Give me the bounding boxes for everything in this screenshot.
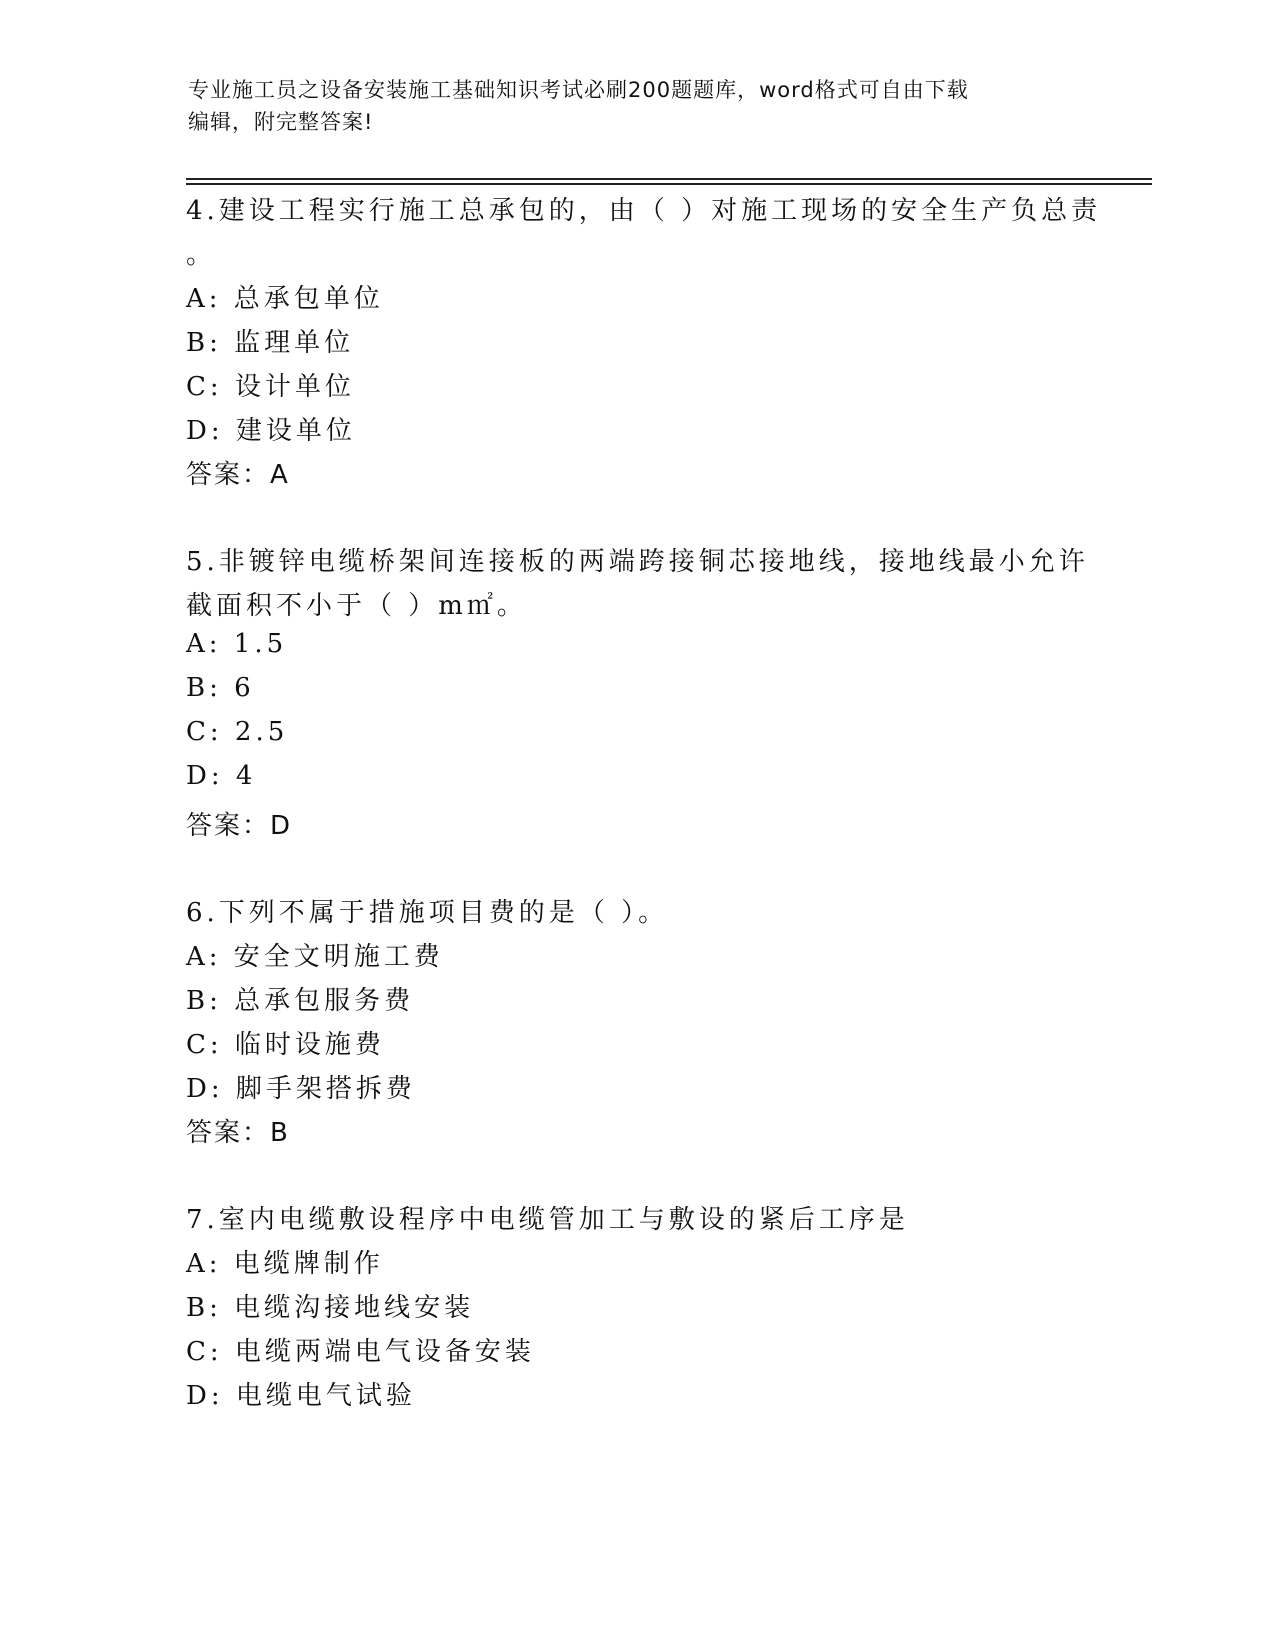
header-line-2: 编辑，附完整答案! [188, 110, 374, 134]
question-6-option-b: B: 总承包服务费 [186, 986, 415, 1016]
question-4-option-d: D: 建设单位 [186, 416, 356, 446]
question-6-text-line-1: 6.下列不属于措施项目费的是（ ）。 [186, 898, 669, 928]
header-line-1: 专业施工员之设备安装施工基础知识考试必刷200题题库，word格式可自由下载 [188, 78, 969, 102]
question-5-answer: 答案：D [186, 811, 293, 841]
question-5-option-b: B: 6 [186, 673, 255, 703]
question-4-text-line-1: 4.建设工程实行施工总承包的，由（ ）对施工现场的安全生产负总责 [186, 196, 1102, 226]
question-5-text-line-1: 5.非镀锌电缆桥架间连接板的两端跨接铜芯接地线，接地线最小允许 [186, 547, 1089, 577]
question-4-option-b: B: 监理单位 [186, 328, 355, 358]
question-7-text-line-1: 7.室内电缆敷设程序中电缆管加工与敷设的紧后工序是 [186, 1205, 909, 1235]
question-7-option-b: B: 电缆沟接地线安装 [186, 1293, 475, 1323]
document-header [188, 74, 1088, 138]
question-6-option-c: C: 临时设施费 [186, 1030, 385, 1060]
question-5-text-line-2: 截面积不小于（ ）m㎡。 [186, 591, 527, 621]
question-6-answer: 答案：B [186, 1118, 290, 1148]
question-5-option-a: A: 1.5 [186, 629, 288, 659]
question-6-option-d: D: 脚手架搭拆费 [186, 1074, 416, 1104]
question-4-option-c: C: 设计单位 [186, 372, 355, 402]
question-5-option-c: C: 2.5 [186, 717, 289, 747]
question-4-text-line-2: 。 [186, 240, 217, 270]
question-7-option-a: A: 电缆牌制作 [186, 1249, 384, 1279]
question-5-option-d: D: 4 [186, 761, 257, 791]
question-7-option-c: C: 电缆两端电气设备安装 [186, 1337, 535, 1367]
header-divider-top [186, 178, 1152, 180]
question-7-option-d: D: 电缆电气试验 [186, 1381, 416, 1411]
question-4-option-a: A: 总承包单位 [186, 284, 384, 314]
question-6-option-a: A: 安全文明施工费 [186, 942, 444, 972]
question-4-answer: 答案：A [186, 460, 290, 490]
header-divider-bottom [186, 183, 1152, 185]
